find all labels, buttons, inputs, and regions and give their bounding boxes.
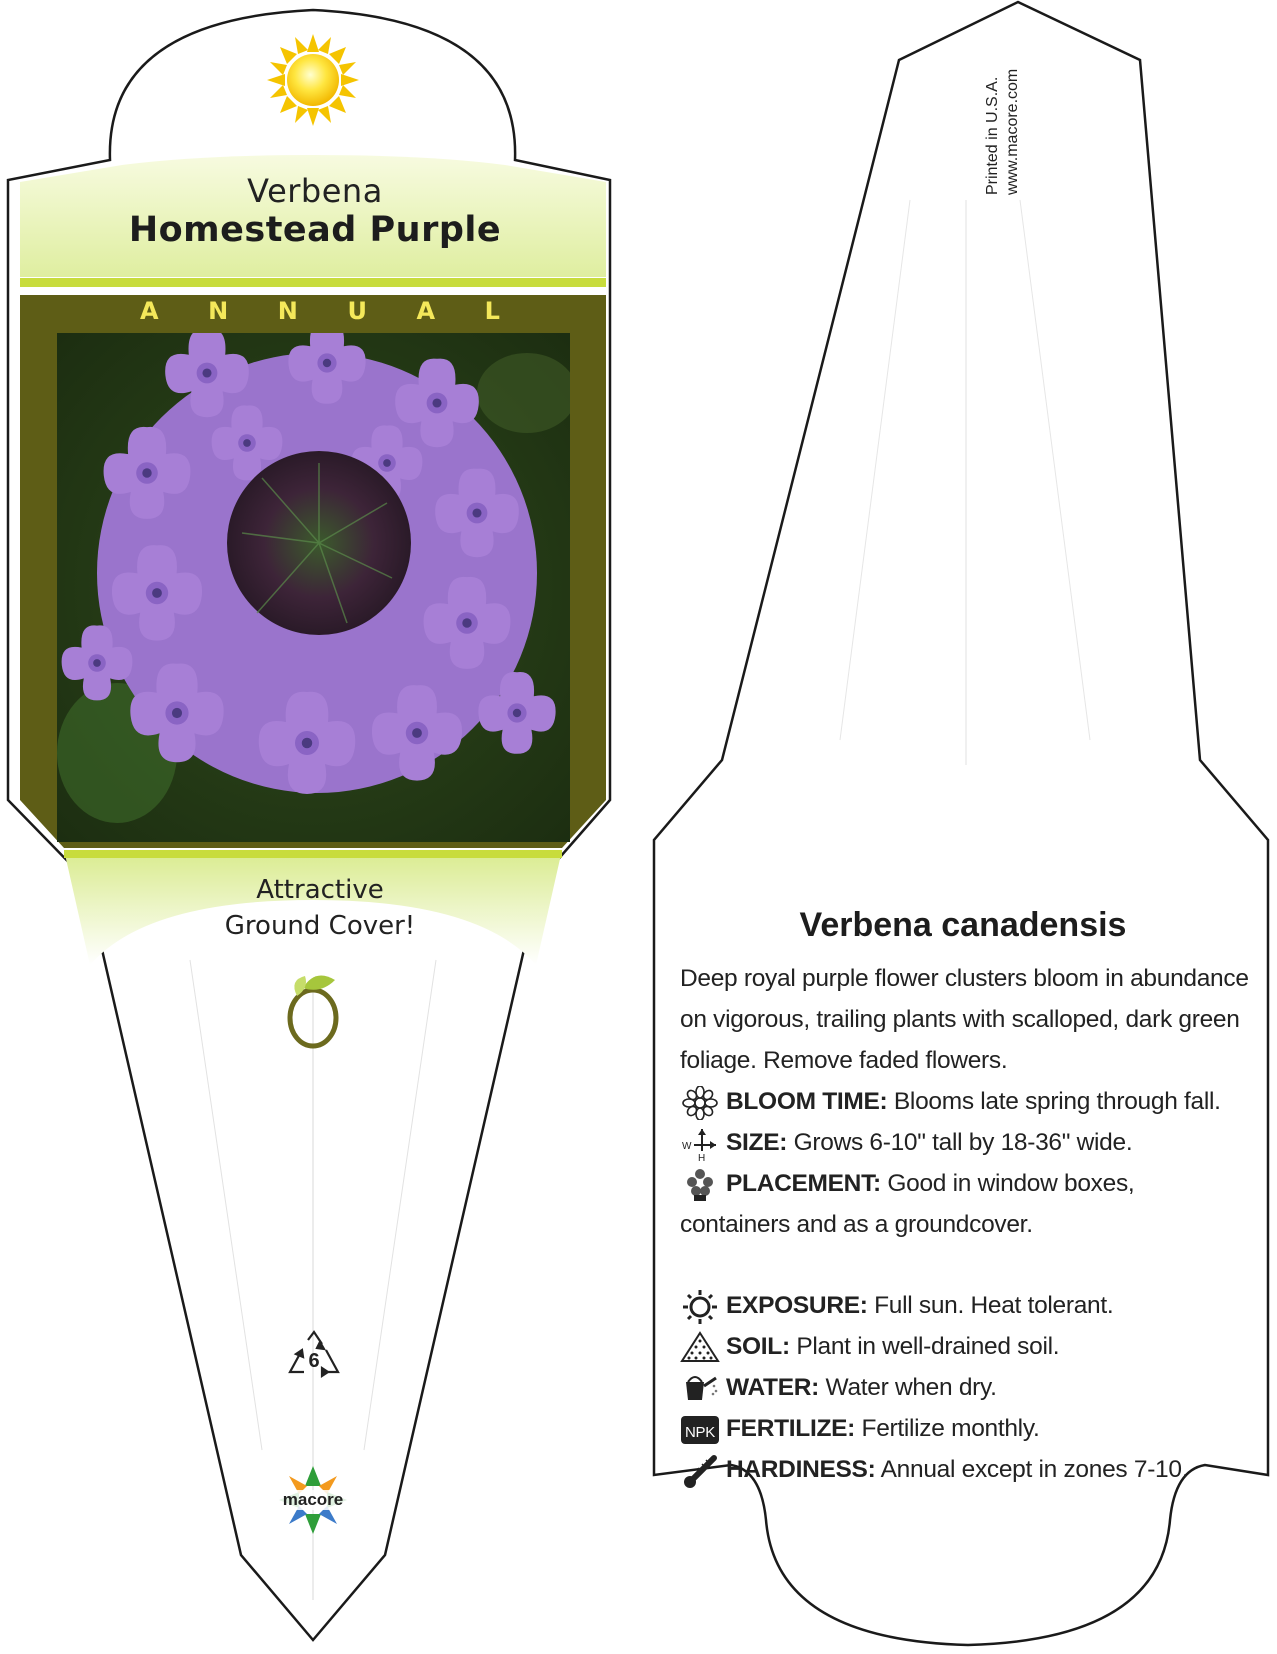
recycle-number: 6 <box>308 1350 320 1372</box>
size-icon <box>680 1127 720 1161</box>
care-item-bloom <box>680 1081 1250 1122</box>
care-label: PLACEMENT: <box>726 1170 881 1197</box>
npk-text: NPK <box>685 1423 715 1441</box>
sun-icon <box>680 1290 720 1324</box>
flower-photo <box>57 333 570 842</box>
slogan-line: Attractive <box>256 875 384 905</box>
soil-icon <box>680 1331 720 1365</box>
care-text: Annual except in zones 7-10. <box>875 1456 1189 1483</box>
category-label <box>140 297 500 325</box>
thermometer-icon <box>680 1454 720 1488</box>
care-text: Water when dry. <box>819 1374 997 1401</box>
care-item-placement <box>680 1163 1250 1245</box>
care-item-soil <box>680 1326 1250 1367</box>
care-item-water <box>680 1367 1250 1408</box>
care-label: WATER: <box>726 1374 820 1401</box>
category-letter: N <box>277 297 298 325</box>
care-label: BLOOM TIME: <box>726 1088 888 1115</box>
care-item-fertilize <box>680 1408 1250 1449</box>
category-letter: A <box>416 297 436 325</box>
description: Deep royal purple flower clusters bloom in abundance on vigorous, trailing plants with scalloped, dark green foliage. Remove faded flowers. <box>680 965 1249 1074</box>
printer-info <box>983 69 1023 195</box>
species-name: Verbena <box>247 172 383 210</box>
care-text: Good in window boxes, containers and as a groundcover. <box>680 1170 1135 1238</box>
category-letter: U <box>347 297 367 325</box>
category-letter: N <box>208 297 229 325</box>
care-text: Blooms late spring through fall. <box>887 1088 1221 1115</box>
placement-icon <box>680 1168 720 1202</box>
variety-name: Homestead Purple <box>128 210 502 250</box>
care-label: SOIL: <box>726 1333 790 1360</box>
brand-name: macore <box>282 1490 344 1509</box>
slogan <box>170 872 470 944</box>
website: www.macore.com <box>1004 68 1021 195</box>
care-label: HARDINESS: <box>726 1456 876 1483</box>
care-item-hardiness <box>680 1449 1250 1490</box>
care-text: Plant in well-drained soil. <box>789 1333 1060 1360</box>
care-label: FERTILIZE: <box>726 1415 856 1442</box>
size-icon-w: W <box>682 1140 692 1152</box>
size-icon-h: H <box>698 1152 705 1161</box>
care-text: Fertilize monthly. <box>855 1415 1040 1442</box>
latin-name: Verbena canadensis <box>799 906 1127 944</box>
category-letter: A <box>140 297 159 325</box>
care-item-size <box>680 1122 1250 1163</box>
npk-icon <box>680 1413 720 1447</box>
care-label: SIZE: <box>726 1129 788 1156</box>
printed-in: Printed in U.S.A. <box>984 76 1001 195</box>
flower-icon <box>680 1086 720 1120</box>
care-item-exposure <box>680 1285 1250 1326</box>
category-letter: L <box>484 297 500 325</box>
care-text: Full sun. Heat tolerant. <box>867 1292 1114 1319</box>
sun-icon <box>267 34 359 126</box>
care-label: EXPOSURE: <box>726 1292 868 1319</box>
watering-can-icon <box>680 1372 720 1406</box>
care-text: Grows 6-10" tall by 18-36" wide. <box>787 1129 1133 1156</box>
slogan-line: Ground Cover! <box>224 911 416 941</box>
